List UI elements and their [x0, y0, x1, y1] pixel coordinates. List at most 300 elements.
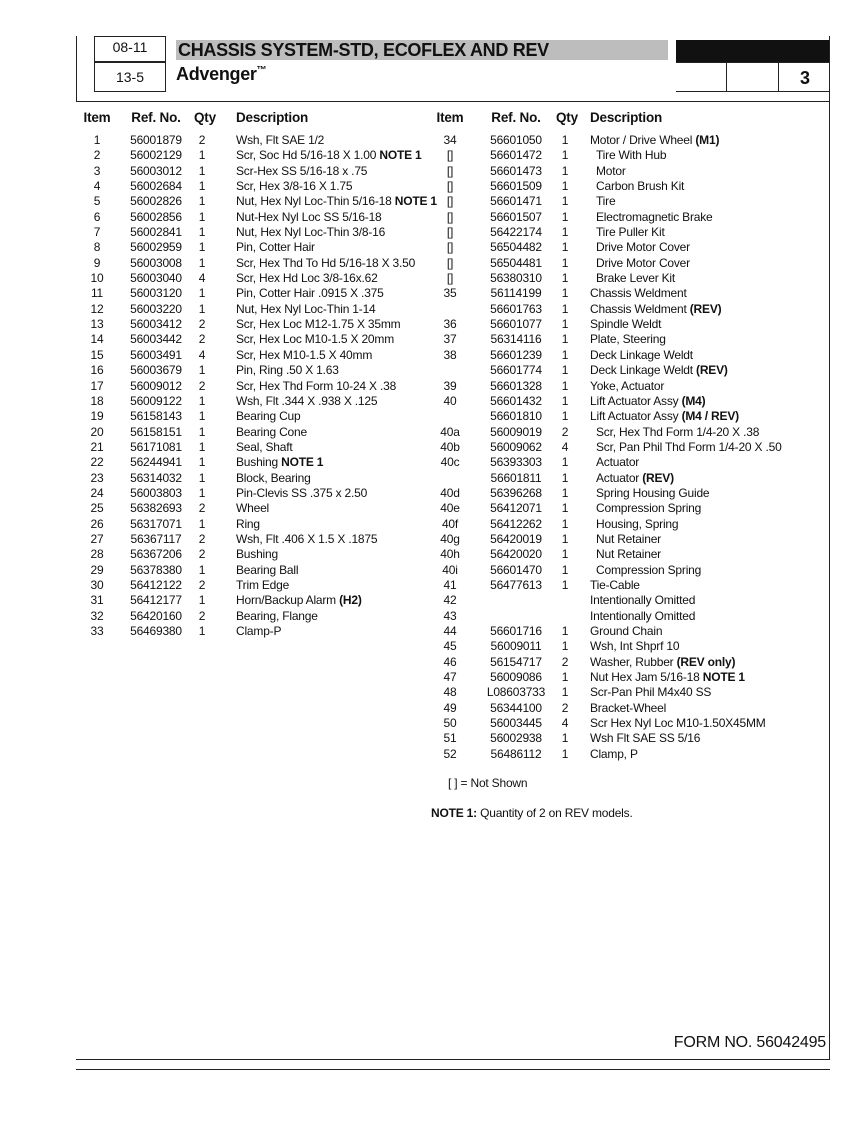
description-cell [590, 609, 695, 624]
ref-cell: 56158151 [130, 424, 182, 439]
description-cell [590, 363, 728, 378]
qty-cell: 2 [561, 654, 569, 669]
qty-cell: 1 [561, 562, 569, 577]
description-text: Bearing Cone [236, 424, 307, 439]
ref-cell: 56009122 [130, 393, 182, 408]
description-text: Actuator [596, 455, 640, 470]
description-cell [590, 716, 766, 731]
description-text: Trim Edge [236, 577, 290, 592]
description-text: Scr, Pan Phil Thd Form 1/4-20 X .50 [596, 439, 782, 454]
qty-cell: 1 [561, 577, 569, 592]
table-row [82, 179, 422, 194]
ref-cell: 56003012 [130, 163, 182, 178]
item-cell: 2 [93, 148, 101, 163]
qty-cell: 1 [198, 240, 206, 255]
item-cell: 12 [90, 301, 104, 316]
item-cell: 40e [440, 501, 460, 516]
table-row [82, 240, 422, 255]
ref-cell: 56601774 [490, 363, 542, 378]
description-cell [596, 486, 709, 501]
qty-cell: 1 [561, 485, 569, 500]
description-cell [596, 148, 666, 163]
description-cell [236, 409, 301, 424]
description-cell [590, 133, 719, 148]
ref-cell: 56367117 [130, 531, 182, 546]
col-qty-header: Qty [194, 110, 216, 125]
description-text: Block, Bearing [236, 470, 311, 485]
item-cell: 25 [90, 501, 104, 516]
table-row [432, 379, 832, 394]
qty-cell: 2 [198, 332, 206, 347]
qty-cell: 1 [561, 547, 569, 562]
table-row [82, 471, 422, 486]
table-row [432, 716, 832, 731]
qty-cell: 1 [561, 133, 569, 147]
col-desc-header: Description [590, 110, 663, 125]
description-cell [236, 348, 372, 363]
description-emphasis: (REV) [689, 301, 722, 316]
item-cell: [] [446, 163, 454, 178]
ref-cell: 56003442 [130, 332, 182, 347]
description-text: Tire Puller Kit [596, 225, 665, 240]
qty-cell: 1 [198, 393, 206, 408]
qty-cell: 1 [198, 593, 206, 608]
description-cell [590, 348, 693, 363]
item-cell: 43 [443, 608, 457, 623]
description-cell [236, 455, 323, 470]
table-row [432, 394, 832, 409]
description-cell [596, 164, 626, 179]
ref-cell: 56601763 [490, 301, 542, 316]
table-header [432, 108, 832, 128]
ref-cell: 56396268 [490, 485, 542, 500]
description-cell [590, 670, 745, 685]
table-row [432, 655, 832, 670]
description-cell [590, 655, 735, 670]
description-cell [236, 210, 382, 225]
table-row [432, 317, 832, 332]
description-cell [236, 440, 293, 455]
description-cell [236, 133, 324, 148]
description-text: Wheel [236, 501, 270, 516]
item-cell: 1 [93, 133, 101, 147]
description-text: Bearing, Flange [236, 608, 318, 623]
ref-cell: 56009011 [490, 639, 542, 654]
description-text: Wsh, Flt .406 X 1.5 X .1875 [236, 531, 378, 546]
item-cell: 51 [443, 731, 457, 746]
description-text: Nut, Hex Nyl Loc-Thin 1-14 [236, 301, 376, 316]
table-row [432, 425, 832, 440]
description-cell [236, 164, 367, 179]
description-text: Pin, Cotter Hair .0915 X .375 [236, 286, 384, 301]
ref-cell: 56002959 [130, 240, 182, 255]
description-text: Pin, Ring .50 X 1.63 [236, 363, 339, 378]
description-emphasis: (REV) [696, 363, 728, 378]
description-text: Wsh, Int Shprf 10 [590, 639, 680, 654]
item-cell: 31 [90, 593, 104, 608]
item-cell: 40h [440, 547, 460, 562]
qty-cell: 4 [198, 271, 206, 286]
qty-cell: 1 [198, 286, 206, 301]
qty-cell: 1 [561, 148, 569, 163]
table-row [82, 302, 422, 317]
qty-cell: 2 [198, 378, 206, 393]
ref-cell: 56154717 [490, 654, 542, 669]
description-text: Nut Retainer [596, 547, 661, 562]
page-number: 3 [799, 68, 810, 88]
table-row [82, 394, 422, 409]
table-row [432, 639, 832, 654]
description-text: Wsh, Flt .344 X .938 X .125 [236, 393, 378, 408]
qty-cell: 1 [561, 363, 569, 378]
description-text: Housing, Spring [596, 516, 679, 531]
qty-cell: 1 [198, 363, 206, 378]
item-cell: 23 [90, 470, 104, 485]
description-cell [596, 425, 759, 440]
qty-cell: 1 [198, 209, 206, 224]
item-cell: [] [446, 179, 454, 194]
description-cell [236, 578, 289, 593]
description-emphasis: NOTE 1 [394, 194, 437, 209]
description-text: Motor / Drive Wheel [590, 133, 696, 147]
page-title: CHASSIS SYSTEM-STD, ECOFLEX AND REV [176, 40, 668, 60]
description-cell [596, 532, 661, 547]
ref-cell: 56003803 [130, 485, 182, 500]
item-cell: [] [446, 271, 454, 286]
item-cell: 29 [90, 562, 104, 577]
qty-cell: 1 [561, 209, 569, 224]
description-cell [236, 547, 278, 562]
table-header [82, 108, 422, 128]
description-cell [236, 624, 281, 639]
qty-cell: 1 [561, 225, 569, 240]
qty-cell: 4 [561, 716, 569, 731]
description-emphasis: NOTE 1 [702, 670, 745, 685]
description-text: Chassis Weldment [590, 301, 690, 316]
section-number-text: 13-5 [115, 69, 145, 85]
item-cell: 6 [93, 209, 101, 224]
description-emphasis: (H2) [339, 593, 362, 608]
item-cell: 36 [443, 317, 457, 332]
item-cell: 49 [443, 700, 457, 715]
description-cell [590, 701, 666, 716]
description-text: Scr, Hex Loc M12-1.75 X 35mm [236, 317, 401, 332]
table-row [432, 256, 832, 271]
description-cell [236, 332, 394, 347]
description-cell [590, 409, 739, 424]
ref-cell: 56003040 [130, 271, 182, 286]
item-cell: [] [446, 209, 454, 224]
table-row [432, 440, 832, 455]
description-text: Spring Housing Guide [596, 485, 710, 500]
item-cell: 33 [90, 624, 104, 638]
table-row [82, 501, 422, 516]
description-cell [236, 271, 378, 286]
table-row [432, 409, 832, 424]
ref-cell: 56420020 [490, 547, 542, 562]
description-text: Lift Actuator Assy [590, 393, 682, 408]
description-cell [236, 148, 422, 163]
table-row [432, 701, 832, 716]
description-cell [596, 256, 690, 271]
description-text: Nut Hex Jam 5/16-18 [590, 670, 703, 685]
item-cell: 44 [443, 624, 457, 638]
qty-cell: 2 [198, 133, 206, 147]
header-black-bar [676, 40, 830, 62]
description-cell [596, 240, 690, 255]
section-number [94, 62, 166, 92]
model-name [176, 64, 266, 85]
ref-cell: 56601239 [490, 347, 542, 362]
table-row [82, 348, 422, 363]
table-row [432, 547, 832, 562]
qty-cell: 1 [561, 301, 569, 316]
footer-rule [76, 1059, 830, 1060]
table-row [432, 486, 832, 501]
description-text: Brake Lever Kit [596, 271, 676, 286]
table-row [82, 164, 422, 179]
description-emphasis: (REV) [642, 470, 674, 485]
description-cell [590, 685, 711, 700]
ref-cell: 56314116 [490, 332, 542, 347]
item-cell: 46 [443, 654, 457, 669]
item-cell: 40d [440, 485, 460, 500]
table-row [82, 440, 422, 455]
description-cell [236, 317, 400, 332]
description-text: Chassis Weldment [590, 286, 687, 301]
table-row [432, 747, 832, 762]
table-row [432, 532, 832, 547]
description-cell [236, 225, 385, 240]
description-text: Washer, Rubber [590, 654, 677, 669]
table-row [82, 379, 422, 394]
ref-cell: 56003491 [130, 347, 182, 362]
item-cell: 47 [443, 670, 457, 685]
ref-cell: 56003679 [130, 363, 182, 378]
description-cell [236, 532, 377, 547]
table-row [432, 133, 832, 148]
table-row [82, 425, 422, 440]
item-cell: 5 [93, 194, 101, 209]
ref-cell: 56009086 [490, 670, 542, 685]
description-text: Scr, Hex Thd To Hd 5/16-18 X 3.50 [236, 255, 416, 270]
description-cell [596, 225, 665, 240]
ref-cell: 56380310 [490, 271, 542, 286]
qty-cell: 1 [198, 194, 206, 209]
description-cell [236, 425, 307, 440]
item-cell: 16 [90, 363, 104, 378]
table-row [432, 225, 832, 240]
description-cell [236, 563, 298, 578]
qty-cell: 1 [198, 163, 206, 178]
ref-cell: 56001879 [130, 133, 182, 147]
item-cell: 10 [90, 271, 104, 286]
description-cell [596, 440, 782, 455]
description-cell [590, 317, 661, 332]
item-cell: 8 [93, 240, 101, 255]
item-cell: 42 [443, 593, 457, 608]
description-cell [596, 517, 678, 532]
table-row [82, 133, 422, 148]
description-text: Compression Spring [596, 562, 702, 577]
item-cell: 13 [90, 317, 104, 332]
ref-cell: 56601473 [490, 163, 542, 178]
qty-cell: 2 [198, 608, 206, 623]
ref-cell: 56009062 [490, 439, 542, 454]
description-text: Ground Chain [590, 624, 663, 638]
item-cell: 50 [443, 716, 457, 731]
description-text: Deck Linkage Weldt [590, 347, 693, 362]
item-cell: 34 [443, 133, 457, 147]
qty-cell: 1 [198, 470, 206, 485]
item-cell: 32 [90, 608, 104, 623]
description-cell [596, 455, 639, 470]
col-qty-header: Qty [556, 110, 578, 125]
table-row [432, 685, 832, 700]
description-cell [236, 593, 362, 608]
description-cell [236, 394, 377, 409]
item-cell: [] [446, 194, 454, 209]
ref-cell: 56009012 [130, 378, 182, 393]
description-text: Plate, Steering [590, 332, 666, 347]
ref-cell: 56367206 [130, 547, 182, 562]
qty-cell: 1 [198, 225, 206, 240]
description-text: Motor [596, 163, 626, 178]
table-row [82, 317, 422, 332]
item-cell: [] [446, 225, 454, 240]
qty-cell: 1 [561, 163, 569, 178]
ref-cell: 56601716 [490, 624, 542, 638]
description-text: Nut, Hex Nyl Loc-Thin 5/16-18 [236, 194, 395, 209]
ref-cell: 56420160 [130, 608, 182, 623]
qty-cell: 1 [198, 255, 206, 270]
table-row [432, 179, 832, 194]
description-text: Scr, Hex 3/8-16 X 1.75 [236, 179, 353, 194]
description-cell [590, 624, 662, 639]
qty-cell: 1 [561, 731, 569, 746]
ref-cell: 56003008 [130, 255, 182, 270]
qty-cell: 2 [198, 501, 206, 516]
description-text: Bushing [236, 547, 278, 562]
ref-cell: 56003120 [130, 286, 182, 301]
qty-cell: 1 [198, 409, 206, 424]
ref-cell: 56003220 [130, 301, 182, 316]
item-cell: 48 [443, 685, 457, 700]
item-cell: [] [446, 148, 454, 163]
form-number: FORM NO. 56042495 [673, 1034, 826, 1051]
item-cell: 40a [440, 424, 460, 439]
table-row [432, 517, 832, 532]
description-cell [236, 363, 339, 378]
table-row [432, 348, 832, 363]
item-cell: 52 [443, 746, 457, 761]
table-row [82, 455, 422, 470]
qty-cell: 1 [561, 317, 569, 332]
ref-cell: 56171081 [130, 439, 182, 454]
item-cell: 41 [443, 577, 457, 592]
description-cell [590, 302, 721, 317]
table-row [82, 332, 422, 347]
ref-cell: 56002938 [490, 731, 542, 746]
description-text: Wsh Flt SAE SS 5/16 [590, 731, 701, 746]
qty-cell: 1 [198, 516, 206, 531]
qty-cell: 1 [198, 455, 206, 470]
description-text: Drive Motor Cover [596, 255, 690, 270]
description-cell [596, 194, 615, 209]
item-cell: 28 [90, 547, 104, 562]
description-cell [590, 731, 700, 746]
qty-cell: 1 [561, 393, 569, 408]
description-cell [236, 179, 352, 194]
table-row [82, 225, 422, 240]
ref-cell: 56469380 [130, 624, 182, 638]
description-text: Yoke, Actuator [590, 378, 665, 393]
qty-cell: 4 [561, 439, 569, 454]
description-emphasis: (M4 / REV) [681, 409, 739, 424]
description-text: Drive Motor Cover [596, 240, 690, 255]
parts-table-right [432, 108, 832, 762]
description-emphasis: (REV only) [676, 654, 736, 669]
description-cell [596, 471, 674, 486]
parts-rows-right [432, 133, 832, 762]
table-row [82, 563, 422, 578]
table-row [432, 563, 832, 578]
item-cell: 27 [90, 531, 104, 546]
ref-cell: 56002684 [130, 179, 182, 194]
item-cell: [] [446, 240, 454, 255]
item-cell: 40c [440, 455, 460, 470]
item-cell: 40g [440, 531, 460, 546]
table-row [432, 501, 832, 516]
description-cell [236, 501, 269, 516]
qty-cell: 1 [561, 670, 569, 685]
description-text: Nut Retainer [596, 531, 661, 546]
qty-cell: 1 [198, 624, 206, 638]
table-row [82, 363, 422, 378]
description-text: Deck Linkage Weldt [590, 363, 697, 378]
not-shown-legend: [ ] = Not Shown [448, 776, 528, 790]
qty-cell: 2 [198, 547, 206, 562]
description-text: Scr, Hex M10-1.5 X 40mm [236, 347, 373, 362]
description-cell [596, 547, 661, 562]
table-row [432, 210, 832, 225]
qty-cell: 1 [561, 624, 569, 638]
table-row [432, 164, 832, 179]
qty-cell: 2 [561, 700, 569, 715]
revision-date-text: 08-11 [112, 39, 148, 55]
table-row [432, 624, 832, 639]
description-text: Scr, Hex Loc M10-1.5 X 20mm [236, 332, 394, 347]
ref-cell: 56002841 [130, 225, 182, 240]
revision-date [94, 36, 166, 62]
qty-cell: 1 [561, 179, 569, 194]
qty-cell: 1 [198, 485, 206, 500]
table-row [432, 148, 832, 163]
qty-cell: 1 [561, 286, 569, 301]
col-item-header: Item [436, 110, 464, 125]
item-cell: 45 [443, 639, 457, 654]
table-row [432, 731, 832, 746]
ref-cell: 56317071 [130, 516, 182, 531]
table-row [82, 409, 422, 424]
description-cell [236, 486, 367, 501]
table-row [82, 609, 422, 624]
description-cell [590, 639, 679, 654]
item-cell: 38 [443, 347, 457, 362]
table-row [82, 593, 422, 608]
qty-cell: 1 [561, 455, 569, 470]
item-cell: [] [446, 255, 454, 270]
